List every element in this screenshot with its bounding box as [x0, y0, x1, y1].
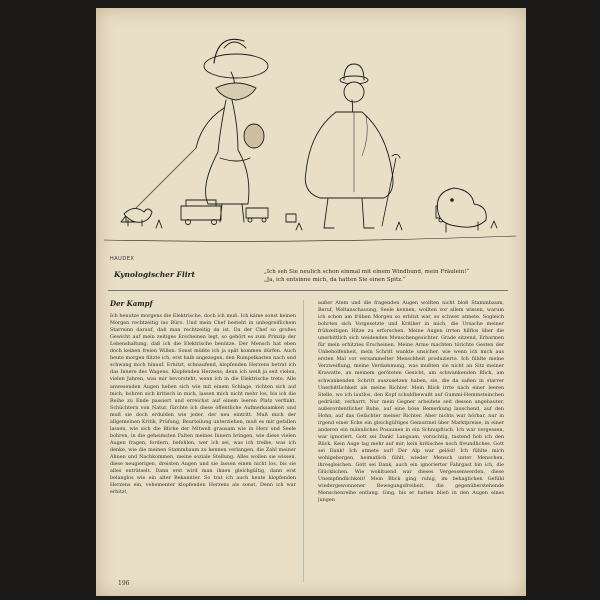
magazine-page [96, 8, 526, 596]
article-right-text: außer Atem und die fragenden Augen wollten nicht bloß Stammbaum, Beruf, Weltanschauung, Seele kennen, wollten vor allem wissen, warum ich schon am frühen Morgen so erhitzt war, so schwer atmete. Sogleich bohrten sich Vorgesetzte und Kritiker in mich, die Ursache meiner frühzeitigen Hitze zu erforschen. Meine Augen irrten hilflos über die unerbittlich sich weidenden Menschengesichter. Grade sitzend, Erbarmen für mein erhitztes Erscheinen. Meine Arme machten törichte Gesten der Unbeholfenheit, mein Schritt wankte unsicher, wie wenn ich mich aus ersten Mal vor versammelter Menschheit produzierte. Ich fühlte meine Verzweiflung, meine Verdammung, was mußten sie nicht an Sitz meiner Krawatte, an meinem geröteten Gesicht, am schwankenden Blick, am schwankenden Schritt auszusetzen haben, sie, die da saßen in starrer Unerbittlichkeit als meine Richter. Mein Blick irrte nach einer leeren Stelle, wo ich lautlos, den Kopf schuldbewußt auf Gummi-Hemmsteinchen gedrückt, verharrt. Nur mein Gegner arbeitete seit dessen angebauter, außerordentlicher Ruhe, auf eine böse Bemerkung lauschend, auf den Hohn, auf das Gelächter meiner Richter. Aber nichts war hörbar, nur in irgend einer Ecke ein gleichgültiges Gemurmel über Marktpreise, in einer anderen ein männliches Posaunen in ein Schnupftuch. Ich war vergessen, war ignoriert. Gott sei Dank! Langsam, vorsichtig, tastend hob ich den Blick. Kein Auge lag mehr auf mir, kein kritisches noch freundliches. Gott sei Dank! Ich atmete auf! Der Alp war gelöst! Ich fühlte mich wohlgeborgen, heimatlich fühlt, wieder Mensch unter Menschen, ihresgleichen. Gott sei Dank, auch ein ignorierter Fahrgast bin ich, die Glücklichen. Wie wohltuend war dieses Vergessenwerden, diese Unempfindlichkeit! Mein Blick ging ruhig, im behaglichen Gefühl wiedergewonnener Bewegungsfreiheit, die gegenüberstehende Menschenreihe entlang. Ging, bis er hatten blieb in den Augen eines jungen [318, 300, 504, 504]
page-number: 196 [118, 580, 130, 587]
article-title: Der Kampf [110, 300, 153, 308]
article-left-column [110, 300, 296, 578]
cartoon-illustration [96, 8, 526, 273]
artist-signature: HAUDEX [110, 256, 135, 262]
caption-quote-line-2: „Ja, ich entsinne mich, da hatten Sie einen Spitz.“ [264, 277, 406, 283]
cartoon-caption-title: Kynologischer Flirt [114, 270, 195, 279]
column-divider [303, 300, 304, 582]
caption-quote-line-1: „Ich seh Sie neulich schon einmal mit einem Windhund, mein Fräulein!“ [264, 269, 470, 275]
cartoon-caption-quote [264, 268, 514, 284]
section-divider [108, 290, 508, 291]
article-right-column [318, 300, 504, 592]
article-left-text: Ich benutze morgens die Elektrische, doch ich muß. Ich käme sonst keinen Morgen rechtzeitig ins Büro. Und mein Chef besteht in unbegreiflichem Starrsinn darauf, daß man rechtzeitig da ist. Da der Chef so großes Gewicht auf mein zeitiges Erscheinen legt, so gehört es zum Prinzip der Lebenshaltung, daß ich die Elektrische benütze. Der Mensch hat eben doch keinen freien Willen. Sonst müßte ich ja spät kommen dürfen. Auch heute morgen flitzte ich, erst halb angezogen, den Rumpelkasten nach und schwang mich hinauf. Erhitzt, schnaufend, klopfenden Herzens betrat ich das Innere des Wagens. Klopfenden Herzens; denn ich weiß ja seit vielen, vielen Jahren, was mir bevorsteht, wenn ich in die Elektrische trete. Alle anwesenden Augen heben sich wie mit einem Schlage, richten sich auf mich, bohren sich kritisch in mich, lassen mich nicht mehr los, bis ich die Reihe zu Ende passiert und erreichst auf einem leeren Platz verfinkt. Schüchtern von Natur, fürchte ich diese öffentliche Aufmerksamkeit und muß sie doch erdulden wie jeder, der neu eintritt. Muß mich der allgemeinen Kritik, Prüfung, Beurteilung unterziehen, muß es mir gefallen lassen, wie sich die Blicke der Mitwelt grausam wie in Herz und Seele bohren, in die geheimsten Falten meines Innern bringen, wie diese vielen Augen fragen, fordern, befehlen, wer ich sei, was ich treibe, was ich denke, wie die meinen Stammbaum zu kennen verlangen, die Zahl meiner Ahnen und Nachkommen, meine soziale Stellung. Alles wollen sie wissen, diese neugierigen, dreisten Augen und sie lassen einen nicht los, bis sie alles enträtselt. Dann erst wird man ihnen gleichgültig, dann erst belanglos wie ein alter Bekannter. So trat ich auch heute klopfenden Herzens ein, vehementer klopfenden Herzens als sonst. Denn ich war erhitzt, [110, 313, 296, 496]
